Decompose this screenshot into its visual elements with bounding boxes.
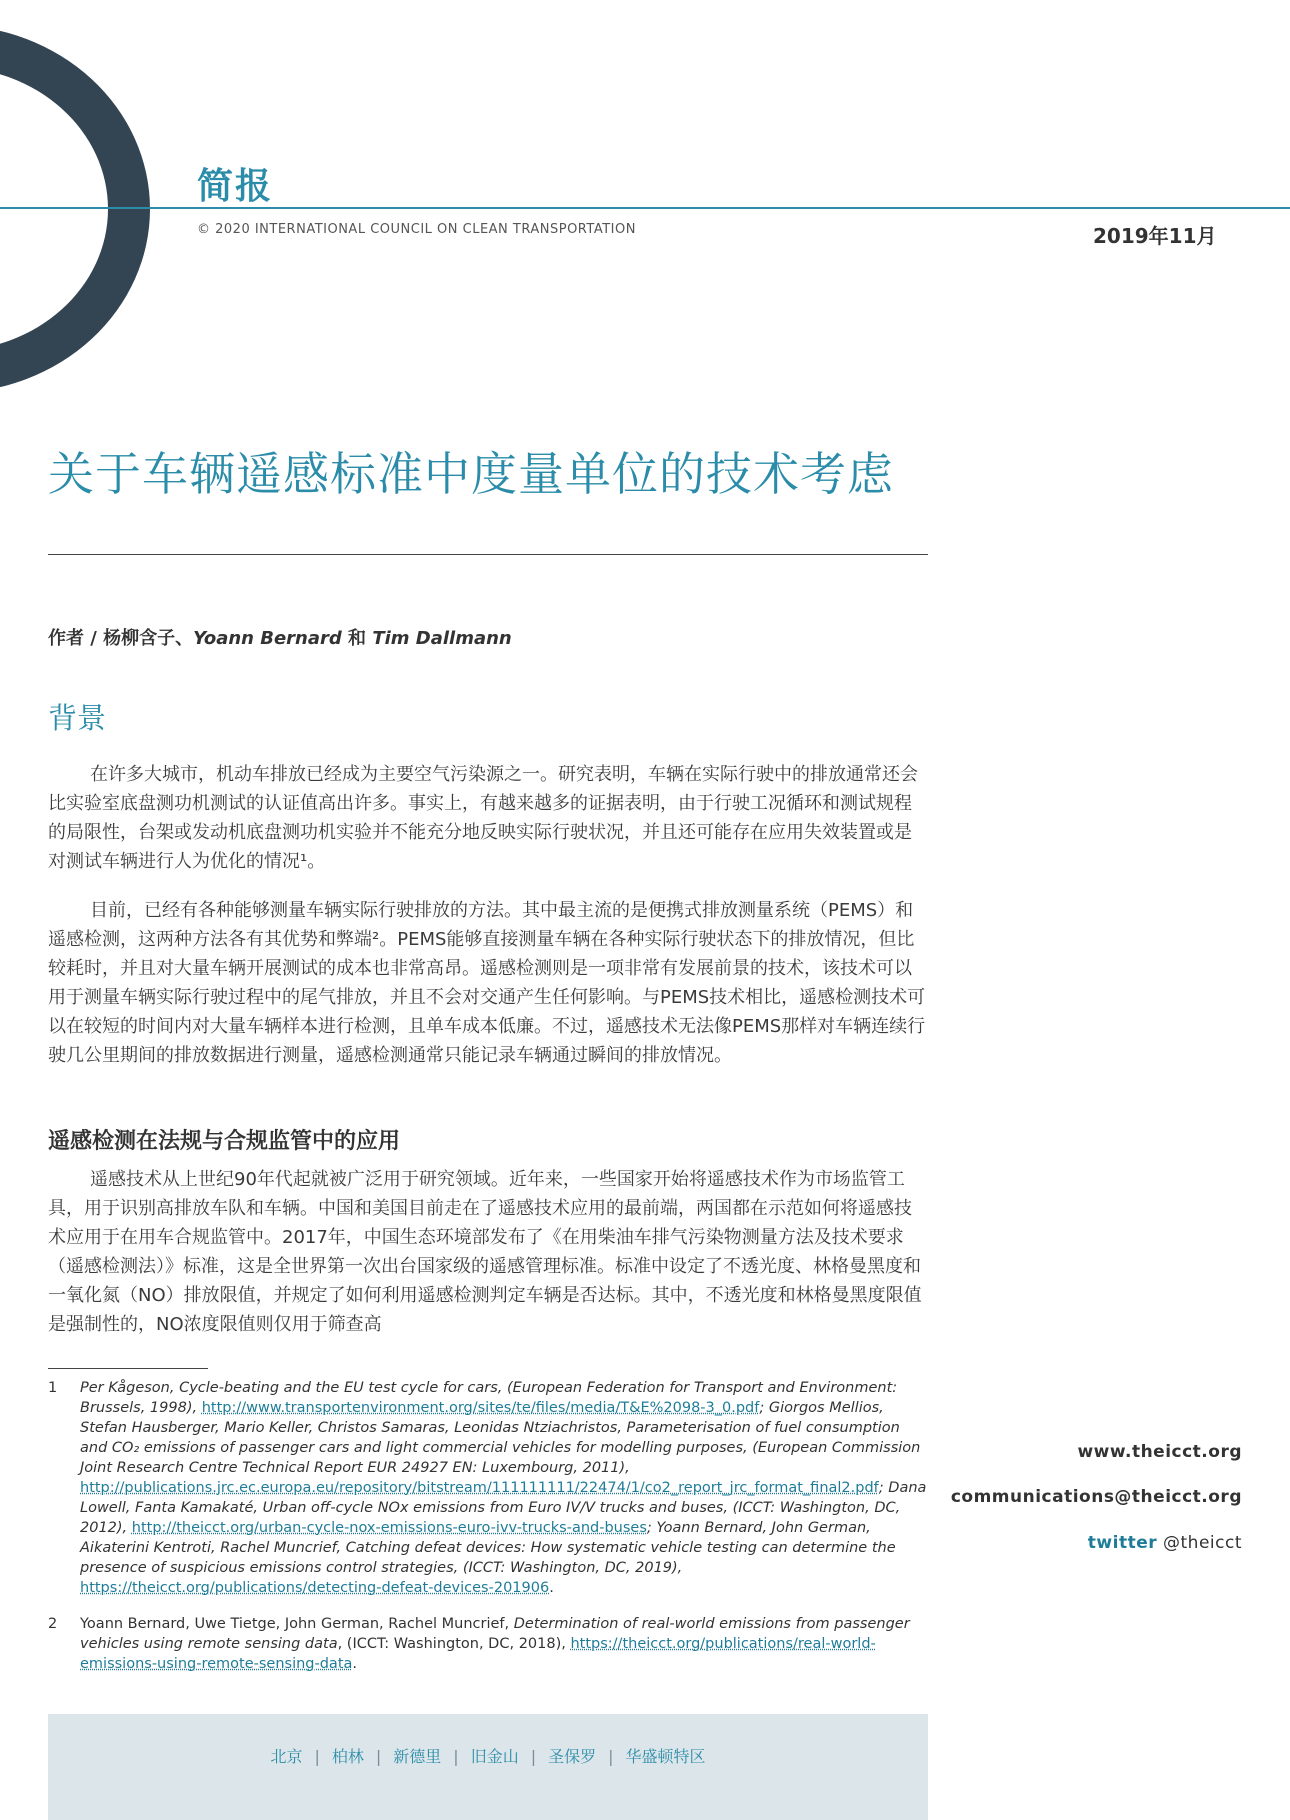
city-separator: | (530, 1747, 537, 1766)
city-separator: | (608, 1747, 614, 1766)
footnote-text: Yoann Bernard, Uwe Tietge, John German, Rachel Muncrief, (80, 1616, 514, 1632)
regulation-paragraph-1: 遥感技术从上世纪90年代起就被广泛用于研究领域。近年来，一些国家开始将遥感技术作为市场监管工具，用于识别高排放车队和车辆。中国和美国目前走在了遥感技术应用的最前端，两国都在示范如何将遥感技术应用于在用车合规监管中。2017年，中国生态环境部发布了《在用柴油车排气污染物测量方法及技术要求（遥感检测法）》标准，这是全世界第一次出台国家级的遥感管理标准。标准中设定了不透光度、林格曼黑度和一氧化氮（NO）排放限值，并规定了如何利用遥感检测判定车辆是否达标。其中，不透光度和林格曼黑度限值是强制性的，NO浓度限值则仅用于筛查高 (48, 1169, 922, 1335)
footnote-link[interactable]: http://publications.jrc.ec.europa.eu/repository/bitstream/111111111/22474/1/co2_report_jrc_format_final2.pdf (80, 1480, 879, 1496)
header-rule (0, 207, 1290, 209)
footnote-1 (48, 1378, 928, 1598)
footer-cities (48, 1744, 928, 1767)
footnote-divider (48, 1368, 208, 1369)
footnote-text: Determination of real-world emissions from passenger vehicles using remote sensing data (80, 1616, 910, 1652)
footnote-link[interactable]: http://theicct.org/urban-cycle-nox-emissions-euro-ivv-trucks-and-buses (131, 1520, 647, 1536)
footnote-text: ; Giorgos Mellios, Stefan Hausberger, Mario Keller, Christos Samaras, Leonidas Ntziachristos, Parameterisation of fuel consumption and CO₂ emissions of passenger cars and light commercial vehicles for modelling purposes, (European Commission Joint Research Centre Technical Report EUR 24927 EN: Luxembourg, 2011), (80, 1400, 921, 1476)
city-new-delhi[interactable]: 新德里 (393, 1747, 442, 1766)
doc-type-label: 简报 (197, 166, 274, 207)
footnote-text: . (352, 1656, 358, 1672)
footnote-2 (48, 1614, 928, 1674)
city-separator: | (375, 1747, 382, 1766)
twitter-handle: @theicct (1157, 1533, 1242, 1553)
footnote-text: , (ICCT: Washington, DC, 2018), (337, 1636, 571, 1652)
author-dallmann: Tim Dallmann (372, 628, 512, 649)
authors-prefix: 作者 / 杨柳含子、 (48, 628, 194, 649)
city-san-francisco[interactable]: 旧金山 (470, 1747, 519, 1766)
footnote-text: ; Dana Lowell, Fanta Kamakaté, Urban off-cycle NOx emissions from Euro IV/V trucks and buses, (ICCT: Washington, DC, 2012), (80, 1480, 927, 1536)
footnote-number: 2 (48, 1616, 58, 1632)
footer-bar (48, 1714, 928, 1820)
email-link[interactable]: communications@theicct.org (950, 1487, 1242, 1507)
footnote-text: Per Kågeson, Cycle-beating and the EU test cycle for cars, (European Federation for Transport and Environment: Brussels, 1998), (80, 1380, 898, 1416)
footnote-link[interactable]: http://www.transportenvironment.org/sites/te/files/media/T&E%2098-3_0.pdf (201, 1400, 760, 1416)
section-heading-regulation: 遥感检测在法规与合规监管中的应用 (48, 1129, 401, 1154)
background-paragraph-1: 在许多大城市，机动车排放已经成为主要空气污染源之一。研究表明，车辆在实际行驶中的排放通常还会比实验室底盘测功机测试的认证值高出许多。事实上，有越来越多的证据表明，由于行驶工况循环和测试规程的局限性，台架或发动机底盘测功机实验并不能充分地反映实际行驶状况，并且还可能存在应用失效装置或是对测试车辆进行人为优化的情况¹。 (48, 764, 918, 872)
footnote-text: . (549, 1580, 554, 1596)
footnote-link[interactable]: https://theicct.org/publications/real-world-emissions-using-remote-sensing-data (80, 1636, 876, 1672)
twitter-label: twitter (1087, 1533, 1158, 1553)
footnote-link[interactable]: https://theicct.org/publications/detecting-defeat-devices-201906 (80, 1580, 550, 1596)
decorative-ring (0, 25, 150, 393)
section-heading-background: 背景 (48, 701, 107, 735)
footnote-number: 1 (48, 1380, 58, 1396)
authors-and: 和 (341, 628, 373, 649)
city-berlin[interactable]: 柏林 (331, 1747, 364, 1766)
copyright-notice: © 2020 INTERNATIONAL COUNCIL ON CLEAN TRANSPORTATION (197, 222, 636, 237)
website-link[interactable]: www.theicct.org (1077, 1442, 1242, 1462)
background-paragraph-2: 目前，已经有各种能够测量车辆实际行驶排放的方法。其中最主流的是便携式排放测量系统（PEMS）和遥感检测，这两种方法各有其优势和弊端²。PEMS能够直接测量车辆在各种实际行驶状态下的排放情况，但比较耗时，并且对大量车辆开展测试的成本也非常高昂。遥感检测则是一项非常有发展前景的技术，该技术可以用于测量车辆实际行驶过程中的尾气排放，并且不会对交通产生任何影响。与PEMS技术相比，遥感检测技术可以在较短的时间内对大量车辆样本进行检测，且单车成本低廉。不过，遥感技术无法像PEMS那样对车辆连续行驶几公里期间的排放数据进行测量，遥感检测通常只能记录车辆通过瞬间的排放情况。 (48, 900, 926, 1066)
city-separator: | (314, 1747, 320, 1766)
twitter-link[interactable] (942, 1533, 1242, 1553)
author-bernard: Yoann Bernard (193, 628, 342, 649)
city-washington-dc[interactable]: 华盛顿特区 (625, 1747, 706, 1766)
city-beijing[interactable]: 北京 (270, 1747, 303, 1766)
city-separator: | (453, 1747, 459, 1766)
page-title: 关于车辆遥感标准中度量单位的技术考虑 (48, 447, 894, 501)
title-divider (48, 554, 928, 555)
footnote-text: ; Yoann Bernard, John German, Aikaterini Kentroti, Rachel Muncrief, Catching defeat devices: How systematic vehicle testing can determine the presence of suspicious emissions control strategies, (ICCT: Washington, DC, 2019), (80, 1520, 896, 1576)
publication-date: 2019年11月 (1093, 224, 1217, 248)
city-sao-paulo[interactable]: 圣保罗 (548, 1747, 597, 1766)
footnotes (48, 1378, 928, 1690)
authors-line (48, 624, 512, 650)
